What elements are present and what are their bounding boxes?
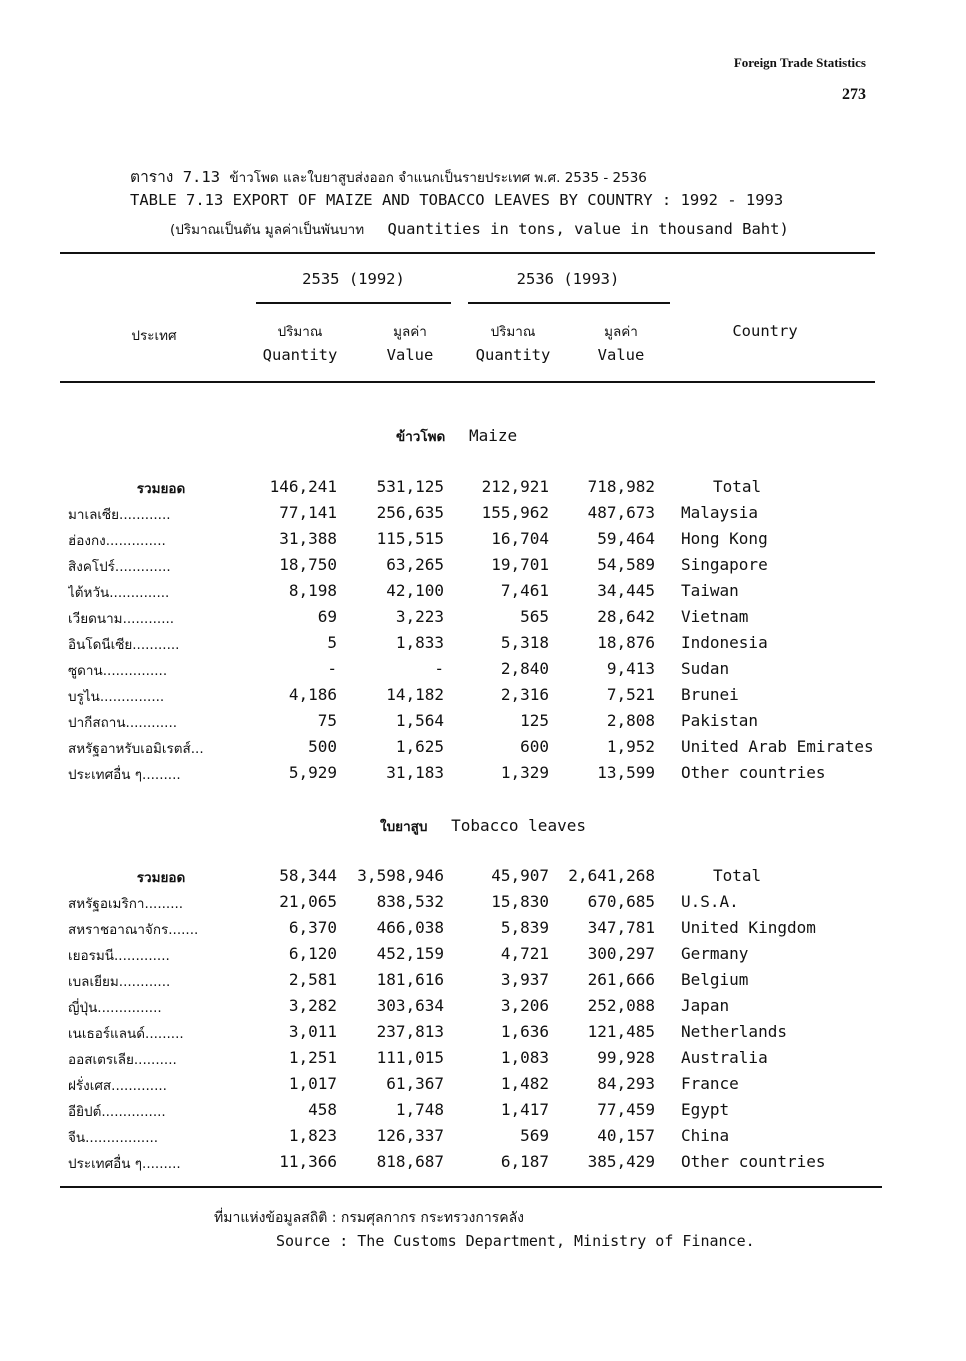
val1-en: Value — [386, 346, 434, 364]
title-thai-prefix: ตาราง 7.13 — [130, 168, 221, 186]
country-english-cell: Japan — [681, 996, 730, 1015]
value-1993-cell: 40,157 — [597, 1126, 655, 1145]
maize-heading-en: Maize — [468, 426, 518, 445]
table-row — [0, 970, 966, 996]
country-thai-cell: ฝรั่งเศส............. — [68, 1078, 167, 1094]
quantity-1992-cell: 31,388 — [279, 529, 337, 548]
quantity-1993-cell: 2,840 — [500, 659, 549, 678]
quantity-1993-cell: 7,461 — [500, 581, 549, 600]
table-row — [0, 477, 966, 503]
value-1992-cell: 111,015 — [376, 1048, 444, 1067]
country-thai-cell: ออสเตรเลีย.......... — [68, 1052, 177, 1068]
country-english-cell: Singapore — [681, 555, 768, 574]
table-row — [0, 633, 966, 659]
value-1993-cell: 99,928 — [597, 1048, 655, 1067]
quantity-1993-cell: 565 — [520, 607, 549, 626]
country-thai-cell: รวมยอด — [136, 481, 186, 497]
quantity-1993-cell: 2,316 — [500, 685, 549, 704]
table-row — [0, 1048, 966, 1074]
country-thai-cell: สหราชอาณาจักร....... — [68, 922, 199, 938]
quantity-1992-cell: 5,929 — [288, 763, 337, 782]
year2-heading: 2536 (1993) — [516, 270, 620, 288]
country-english-cell: China — [681, 1126, 730, 1145]
table-row — [0, 685, 966, 711]
country-thai-cell: มาเลเซีย............ — [68, 507, 171, 523]
value-1992-cell: 3,598,946 — [357, 866, 444, 885]
value-1993-cell: 718,982 — [587, 477, 655, 496]
quantity-1992-cell: 58,344 — [279, 866, 337, 885]
quantity-1993-cell: 1,417 — [500, 1100, 549, 1119]
table-row — [0, 944, 966, 970]
quantity-1993-cell: 3,206 — [500, 996, 549, 1015]
value-1992-cell: 1,833 — [395, 633, 444, 652]
quantity-1993-cell: 19,701 — [491, 555, 549, 574]
val2-heading — [576, 320, 666, 364]
value-1993-cell: 9,413 — [606, 659, 655, 678]
value-1992-cell: 31,183 — [386, 763, 444, 782]
value-1992-cell: 14,182 — [386, 685, 444, 704]
country-thai-cell: ประเทศอื่น ๆ......... — [68, 1156, 181, 1172]
quantity-1992-cell: 77,141 — [279, 503, 337, 522]
tobacco-heading-thai: ใบยาสูบ — [380, 819, 428, 835]
country-english-cell: Other countries — [681, 763, 826, 782]
value-1993-cell: 300,297 — [587, 944, 655, 963]
country-thai-cell: บรูไน............... — [68, 689, 165, 705]
country-en-heading: Country — [732, 322, 798, 340]
qty1-heading — [245, 320, 355, 364]
table-row — [0, 996, 966, 1022]
value-1992-cell: 303,634 — [376, 996, 444, 1015]
value-1992-cell: 1,564 — [395, 711, 444, 730]
quantity-1993-cell: 1,329 — [500, 763, 549, 782]
header-bottom-rule — [60, 381, 875, 383]
country-thai-cell: เบลเยียม............ — [68, 974, 171, 990]
table-row — [0, 737, 966, 763]
maize-heading-thai: ข้าวโพด — [396, 429, 446, 445]
country-thai-cell: สหรัฐอเมริกา......... — [68, 896, 184, 912]
quantity-1992-cell: 1,017 — [288, 1074, 337, 1093]
value-1992-cell: 466,038 — [376, 918, 444, 937]
country-thai-cell: เยอรมนี............. — [68, 948, 170, 964]
quantity-1993-cell: 15,830 — [491, 892, 549, 911]
table-row — [0, 1152, 966, 1178]
units-thai: (ปริมาณเป็นตัน มูลค่าเป็นพันบาท — [170, 222, 365, 238]
quantity-1992-cell: 6,370 — [288, 918, 337, 937]
country-thai-cell: ซูดาน............... — [68, 663, 168, 679]
title-thai-rest: ข้าวโพด และใบยาสูบส่งออก จำแนกเป็นรายประเทศ พ.ศ. 2535 - 2536 — [229, 170, 647, 186]
value-1992-cell: 126,337 — [376, 1126, 444, 1145]
quantity-1992-cell: 6,120 — [288, 944, 337, 963]
country-english-cell: Total — [713, 477, 762, 496]
table-row — [0, 1022, 966, 1048]
country-thai-cell: สหรัฐอาหรับเอมิเรตส์... — [68, 741, 204, 757]
value-1993-cell: 59,464 — [597, 529, 655, 548]
quantity-1992-cell: 458 — [308, 1100, 337, 1119]
quantity-1992-cell: 69 — [317, 607, 337, 626]
tobacco-heading-en: Tobacco leaves — [451, 816, 586, 835]
quantity-1992-cell: - — [327, 659, 337, 678]
country-english-cell: Sudan — [681, 659, 730, 678]
qty2-thai: ปริมาณ — [490, 324, 536, 340]
quantity-1992-cell: 11,366 — [279, 1152, 337, 1171]
value-1993-cell: 385,429 — [587, 1152, 655, 1171]
country-english-cell: Belgium — [681, 970, 749, 989]
quantity-1993-cell: 45,907 — [491, 866, 549, 885]
country-english-cell: Other countries — [681, 1152, 826, 1171]
country-english-cell: Pakistan — [681, 711, 759, 730]
value-1993-cell: 261,666 — [587, 970, 655, 989]
quantity-1993-cell: 569 — [520, 1126, 549, 1145]
source-english: Source : The Customs Department, Ministry of Finance. — [276, 1232, 755, 1250]
quantity-1993-cell: 1,083 — [500, 1048, 549, 1067]
quantity-1992-cell: 3,011 — [288, 1022, 337, 1041]
value-1992-cell: 531,125 — [376, 477, 444, 496]
quantity-1993-cell: 1,636 — [500, 1022, 549, 1041]
table-row — [0, 918, 966, 944]
value-1993-cell: 7,521 — [606, 685, 655, 704]
country-thai-cell: ปากีสถาน............ — [68, 715, 178, 731]
quantity-1993-cell: 6,187 — [500, 1152, 549, 1171]
country-thai-cell: อินโดนีเซีย........... — [68, 637, 180, 653]
value-1992-cell: 818,687 — [376, 1152, 444, 1171]
qty2-heading — [458, 320, 568, 364]
quantity-1992-cell: 1,251 — [288, 1048, 337, 1067]
qty2-en: Quantity — [475, 346, 551, 364]
country-thai-cell: เวียดนาม............ — [68, 611, 175, 627]
value-1992-cell: 452,159 — [376, 944, 444, 963]
title-english: TABLE 7.13 EXPORT OF MAIZE AND TOBACCO LEAVES BY COUNTRY : 1992 - 1993 — [130, 191, 784, 209]
value-1993-cell: 77,459 — [597, 1100, 655, 1119]
country-thai-cell: อียิปต์............... — [68, 1104, 166, 1120]
value-1992-cell: 1,625 — [395, 737, 444, 756]
quantity-1993-cell: 155,962 — [481, 503, 549, 522]
val2-thai: มูลค่า — [604, 324, 638, 340]
quantity-1992-cell: 18,750 — [279, 555, 337, 574]
country-english-cell: Egypt — [681, 1100, 730, 1119]
table-row — [0, 1100, 966, 1126]
country-english-cell: U.S.A. — [681, 892, 739, 911]
quantity-1992-cell: 75 — [317, 711, 337, 730]
country-thai-heading: ประเทศ — [131, 328, 177, 344]
table-row — [0, 659, 966, 685]
quantity-1992-cell: 5 — [327, 633, 337, 652]
table-row — [0, 1126, 966, 1152]
table-row — [0, 866, 966, 892]
value-1993-cell: 670,685 — [587, 892, 655, 911]
value-1993-cell: 18,876 — [597, 633, 655, 652]
table-bottom-rule — [60, 1186, 882, 1188]
qty1-en: Quantity — [262, 346, 338, 364]
quantity-1992-cell: 1,823 — [288, 1126, 337, 1145]
quantity-1992-cell: 8,198 — [288, 581, 337, 600]
country-thai-cell: ฮ่องกง.............. — [68, 533, 166, 549]
country-thai-cell: ไต้หวัน.............. — [68, 585, 170, 601]
country-english-cell: Hong Kong — [681, 529, 768, 548]
quantity-1993-cell: 125 — [520, 711, 549, 730]
section-maize-heading — [396, 425, 517, 447]
value-1993-cell: 2,808 — [606, 711, 655, 730]
country-english-cell: Malaysia — [681, 503, 759, 522]
quantity-1992-cell: 3,282 — [288, 996, 337, 1015]
value-1992-cell: 237,813 — [376, 1022, 444, 1041]
quantity-1993-cell: 4,721 — [500, 944, 549, 963]
value-1992-cell: 63,265 — [386, 555, 444, 574]
value-1993-cell: 13,599 — [597, 763, 655, 782]
value-1992-cell: 256,635 — [376, 503, 444, 522]
table-row — [0, 555, 966, 581]
quantity-1993-cell: 16,704 — [491, 529, 549, 548]
section-tobacco-heading — [380, 815, 586, 837]
country-thai-cell: ญี่ปุ่น............... — [68, 1000, 162, 1016]
table-top-rule — [60, 252, 875, 254]
value-1993-cell: 487,673 — [587, 503, 655, 522]
quantity-1992-cell: 2,581 — [288, 970, 337, 989]
quantity-1993-cell: 5,318 — [500, 633, 549, 652]
value-1992-cell: 61,367 — [386, 1074, 444, 1093]
title-units — [170, 218, 789, 240]
running-head: Foreign Trade Statistics — [733, 55, 866, 70]
year1-rule — [256, 302, 451, 304]
value-1993-cell: 2,641,268 — [568, 866, 655, 885]
table-row — [0, 503, 966, 529]
table-row — [0, 581, 966, 607]
country-english-cell: United Arab Emirates — [681, 737, 874, 756]
quantity-1993-cell: 600 — [520, 737, 549, 756]
title-thai — [130, 164, 647, 189]
quantity-1993-cell: 5,839 — [500, 918, 549, 937]
quantity-1992-cell: 21,065 — [279, 892, 337, 911]
country-english-cell: France — [681, 1074, 739, 1093]
value-1993-cell: 34,445 — [597, 581, 655, 600]
country-thai-cell: จีน................. — [68, 1130, 159, 1146]
value-1993-cell: 84,293 — [597, 1074, 655, 1093]
country-thai-cell: สิงคโปร์............. — [68, 559, 171, 575]
quantity-1993-cell: 212,921 — [481, 477, 549, 496]
value-1992-cell: 3,223 — [395, 607, 444, 626]
value-1993-cell: 1,952 — [606, 737, 655, 756]
country-thai-cell: เนเธอร์แลนด์......... — [68, 1026, 184, 1042]
year2-rule — [468, 302, 670, 304]
country-english-cell: Total — [713, 866, 762, 885]
value-1992-cell: 181,616 — [376, 970, 444, 989]
page-number: 273 — [842, 86, 866, 103]
value-1992-cell: 115,515 — [376, 529, 444, 548]
qty1-thai: ปริมาณ — [277, 324, 323, 340]
table-row — [0, 529, 966, 555]
table-row — [0, 607, 966, 633]
country-english-cell: Netherlands — [681, 1022, 787, 1041]
value-1993-cell: 252,088 — [587, 996, 655, 1015]
table-row — [0, 1074, 966, 1100]
value-1992-cell: 1,748 — [395, 1100, 444, 1119]
country-english-cell: Brunei — [681, 685, 739, 704]
country-english-cell: Indonesia — [681, 633, 768, 652]
value-1992-cell: 42,100 — [386, 581, 444, 600]
value-1993-cell: 121,485 — [587, 1022, 655, 1041]
country-english-cell: Taiwan — [681, 581, 739, 600]
country-thai-cell: ประเทศอื่น ๆ......... — [68, 767, 181, 783]
units-english: Quantities in tons, value in thousand Baht) — [387, 220, 789, 238]
quantity-1993-cell: 3,937 — [500, 970, 549, 989]
val2-en: Value — [597, 346, 645, 364]
quantity-1992-cell: 4,186 — [288, 685, 337, 704]
value-1992-cell: 838,532 — [376, 892, 444, 911]
table-row — [0, 763, 966, 789]
table-row — [0, 711, 966, 737]
val1-heading — [365, 320, 455, 364]
quantity-1992-cell: 500 — [308, 737, 337, 756]
country-english-cell: United Kingdom — [681, 918, 816, 937]
country-english-cell: Germany — [681, 944, 749, 963]
country-english-cell: Australia — [681, 1048, 768, 1067]
quantity-1992-cell: 146,241 — [269, 477, 337, 496]
value-1993-cell: 54,589 — [597, 555, 655, 574]
country-english-cell: Vietnam — [681, 607, 749, 626]
country-thai-cell: รวมยอด — [136, 870, 186, 886]
val1-thai: มูลค่า — [393, 324, 427, 340]
value-1993-cell: 28,642 — [597, 607, 655, 626]
value-1993-cell: 347,781 — [587, 918, 655, 937]
year1-heading: 2535 (1992) — [302, 270, 405, 288]
table-row — [0, 892, 966, 918]
quantity-1993-cell: 1,482 — [500, 1074, 549, 1093]
value-1992-cell: - — [434, 659, 444, 678]
source-thai: ที่มาแห่งข้อมูลสถิติ : กรมศุลกากร กระทรวงการคลัง — [214, 1210, 524, 1226]
